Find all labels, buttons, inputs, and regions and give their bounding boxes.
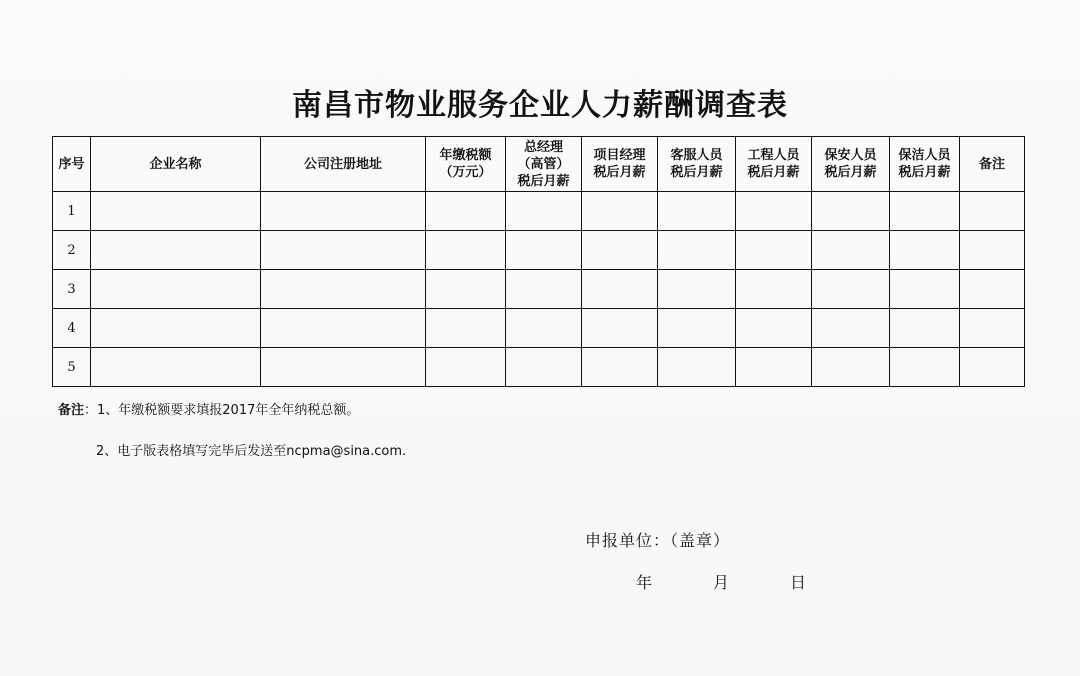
- cell-company-name[interactable]: [91, 348, 261, 387]
- note-2-text: 2、电子版表格填写完毕后发送至ncpma@sina.com.: [96, 444, 407, 459]
- date-month-label: 月: [713, 573, 730, 592]
- date-year-label: 年: [636, 573, 653, 592]
- cell-tax[interactable]: [426, 192, 506, 231]
- cell-pm[interactable]: [582, 270, 658, 309]
- cell-address[interactable]: [261, 192, 426, 231]
- cell-security[interactable]: [812, 270, 890, 309]
- cell-address[interactable]: [261, 270, 426, 309]
- table-header-row: [53, 137, 1025, 192]
- table-row: [53, 231, 1025, 270]
- cell-tax[interactable]: [426, 270, 506, 309]
- note-1-text: ：1、年缴税额要求填报2017年全年纳税总额。: [84, 403, 360, 418]
- cell-gm[interactable]: [506, 192, 582, 231]
- cell-remark[interactable]: [960, 192, 1025, 231]
- cell-cs[interactable]: [658, 309, 736, 348]
- table-row: [53, 309, 1025, 348]
- cell-cleaning[interactable]: [890, 231, 960, 270]
- header-cs-salary: 客服人员 税后月薪: [658, 137, 736, 192]
- cell-security[interactable]: [812, 192, 890, 231]
- salary-survey-table: [52, 136, 1025, 387]
- cell-remark[interactable]: [960, 348, 1025, 387]
- header-company-name: 企业名称: [91, 137, 261, 192]
- page-title: 南昌市物业服务企业人力薪酬调查表: [292, 88, 788, 123]
- table-row: [53, 270, 1025, 309]
- cell-company-name[interactable]: [91, 309, 261, 348]
- cell-address[interactable]: [261, 309, 426, 348]
- cell-cs[interactable]: [658, 270, 736, 309]
- cell-tax[interactable]: [426, 309, 506, 348]
- table-row: [53, 348, 1025, 387]
- cell-eng[interactable]: [736, 348, 812, 387]
- row-seq: 3: [53, 270, 91, 309]
- date-day-label: 日: [790, 573, 807, 592]
- cell-gm[interactable]: [506, 270, 582, 309]
- cell-security[interactable]: [812, 231, 890, 270]
- cell-cleaning[interactable]: [890, 270, 960, 309]
- cell-pm[interactable]: [582, 348, 658, 387]
- row-seq: 2: [53, 231, 91, 270]
- cell-company-name[interactable]: [91, 231, 261, 270]
- cell-pm[interactable]: [582, 309, 658, 348]
- cell-cleaning[interactable]: [890, 192, 960, 231]
- header-eng-salary: 工程人员 税后月薪: [736, 137, 812, 192]
- cell-gm[interactable]: [506, 348, 582, 387]
- header-seq: 序号: [53, 137, 91, 192]
- row-seq: 5: [53, 348, 91, 387]
- declaring-unit-label: 申报单位：（盖章）: [585, 531, 731, 550]
- cell-eng[interactable]: [736, 192, 812, 231]
- cell-address[interactable]: [261, 348, 426, 387]
- cell-gm[interactable]: [506, 231, 582, 270]
- header-pm-salary: 项目经理 税后月薪: [582, 137, 658, 192]
- notes-line-1: [58, 402, 359, 420]
- cell-pm[interactable]: [582, 192, 658, 231]
- cell-eng[interactable]: [736, 231, 812, 270]
- cell-gm[interactable]: [506, 309, 582, 348]
- cell-remark[interactable]: [960, 231, 1025, 270]
- cell-cleaning[interactable]: [890, 348, 960, 387]
- cell-security[interactable]: [812, 309, 890, 348]
- cell-remark[interactable]: [960, 309, 1025, 348]
- header-security-salary: 保安人员 税后月薪: [812, 137, 890, 192]
- cell-cs[interactable]: [658, 231, 736, 270]
- cell-cs[interactable]: [658, 348, 736, 387]
- cell-address[interactable]: [261, 231, 426, 270]
- header-remark: 备注: [960, 137, 1025, 192]
- cell-tax[interactable]: [426, 231, 506, 270]
- cell-pm[interactable]: [582, 231, 658, 270]
- cell-security[interactable]: [812, 348, 890, 387]
- header-registered-address: 公司注册地址: [261, 137, 426, 192]
- header-gm-salary: 总经理 （高管） 税后月薪: [506, 137, 582, 192]
- header-cleaning-salary: 保洁人员 税后月薪: [890, 137, 960, 192]
- row-seq: 4: [53, 309, 91, 348]
- cell-eng[interactable]: [736, 270, 812, 309]
- cell-eng[interactable]: [736, 309, 812, 348]
- cell-company-name[interactable]: [91, 270, 261, 309]
- notes-label: 备注: [58, 403, 85, 418]
- cell-cleaning[interactable]: [890, 309, 960, 348]
- cell-company-name[interactable]: [91, 192, 261, 231]
- cell-tax[interactable]: [426, 348, 506, 387]
- table-row: [53, 192, 1025, 231]
- cell-cs[interactable]: [658, 192, 736, 231]
- cell-remark[interactable]: [960, 270, 1025, 309]
- row-seq: 1: [53, 192, 91, 231]
- header-annual-tax: 年缴税额 （万元）: [426, 137, 506, 192]
